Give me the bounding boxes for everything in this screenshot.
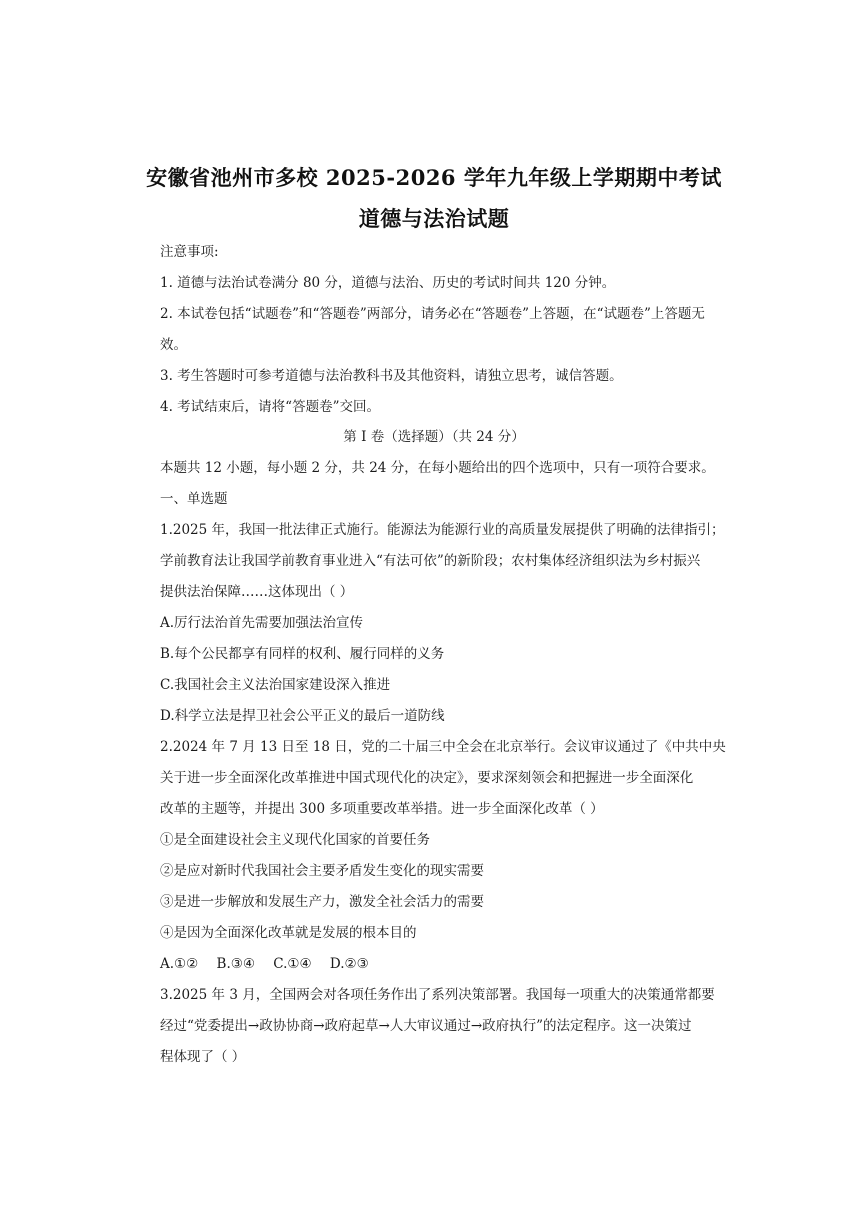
question-1-text: 1.2025 年，我国一批法律正式施行。能源法为能源行业的高质量发展提供了明确的法律指引； — [160, 522, 725, 538]
question-1-option-d: D.科学立法是捍卫社会公平正义的最后一道防线 — [160, 708, 445, 724]
question-1-option-b: B.每个公民都享有同样的权利、履行同样的义务 — [160, 646, 445, 662]
question-1-text: 学前教育法让我国学前教育事业进入“有法可依”的新阶段；农村集体经济组织法为乡村振兴 — [160, 553, 701, 569]
question-2-item: ③是进一步解放和发展生产力，激发全社会活力的需要 — [160, 894, 484, 910]
exam-title: 安徽省池州市多校 2025-2026 学年九年级上学期期中考试 — [146, 165, 722, 190]
question-2-option-d: D.②③ — [329, 956, 369, 972]
section-intro: 本题共 12 小题，每小题 2 分，共 24 分，在每小题给出的四个选项中，只有一项符合要求。 — [160, 460, 715, 476]
question-3-text: 程体现了（ ） — [160, 1049, 246, 1065]
notice-heading: 注意事项: — [160, 244, 219, 260]
section-type: 一、单选题 — [160, 491, 228, 507]
question-1-option-c: C.我国社会主义法治国家建设深入推进 — [160, 677, 391, 693]
question-2-options — [160, 955, 720, 973]
notice-item: 3. 考生答题时可参考道德与法治教科书及其他资料，请独立思考，诚信答题。 — [160, 368, 623, 384]
question-2-text: 改革的主题等，并提出 300 多项重要改革举措。进一步全面深化改革（ ） — [160, 801, 604, 817]
notice-item: 2. 本试卷包括“试题卷”和“答题卷”两部分，请务必在“答题卷”上答题，在“试题卷”上答题无 — [160, 306, 705, 322]
notice-item: 4. 考试结束后，请将“答题卷”交回。 — [160, 399, 380, 415]
exam-subtitle: 道德与法治试题 — [358, 206, 510, 231]
question-2-item: ②是应对新时代我国社会主要矛盾发生变化的现实需要 — [160, 863, 484, 879]
notice-item: 效。 — [160, 337, 187, 353]
question-2-text: 2.2024 年 7 月 13 日至 18 日，党的二十届三中全会在北京举行。会议审议通过了《中共中央 — [160, 739, 726, 755]
question-3-text: 经过“党委提出→政协协商→政府起草→人大审议通过→政府执行”的法定程序。这一决策过 — [160, 1018, 692, 1034]
question-2-item: ④是因为全面深化改革就是发展的根本目的 — [160, 925, 417, 941]
question-2-option-a: A.①② — [160, 956, 199, 972]
notice-item: 1. 道德与法治试卷满分 80 分，道德与法治、历史的考试时间共 120 分钟。 — [160, 275, 616, 291]
question-2-text: 关于进一步全面深化改革推进中国式现代化的决定》，要求深刻领会和把握进一步全面深化 — [160, 770, 694, 786]
question-2-item: ①是全面建设社会主义现代化国家的首要任务 — [160, 832, 430, 848]
question-2-option-c: C.①④ — [273, 956, 312, 972]
section-title: 第 I 卷（选择题）（共 24 分） — [343, 429, 525, 445]
question-1-text: 提供法治保障……这体现出（ ） — [160, 584, 354, 600]
question-3-text: 3.2025 年 3 月，全国两会对各项任务作出了系列决策部署。我国每一项重大的决策通常都要 — [160, 987, 715, 1003]
question-2-option-b: B.③④ — [216, 956, 255, 972]
question-1-option-a: A.厉行法治首先需要加强法治宣传 — [160, 615, 364, 631]
